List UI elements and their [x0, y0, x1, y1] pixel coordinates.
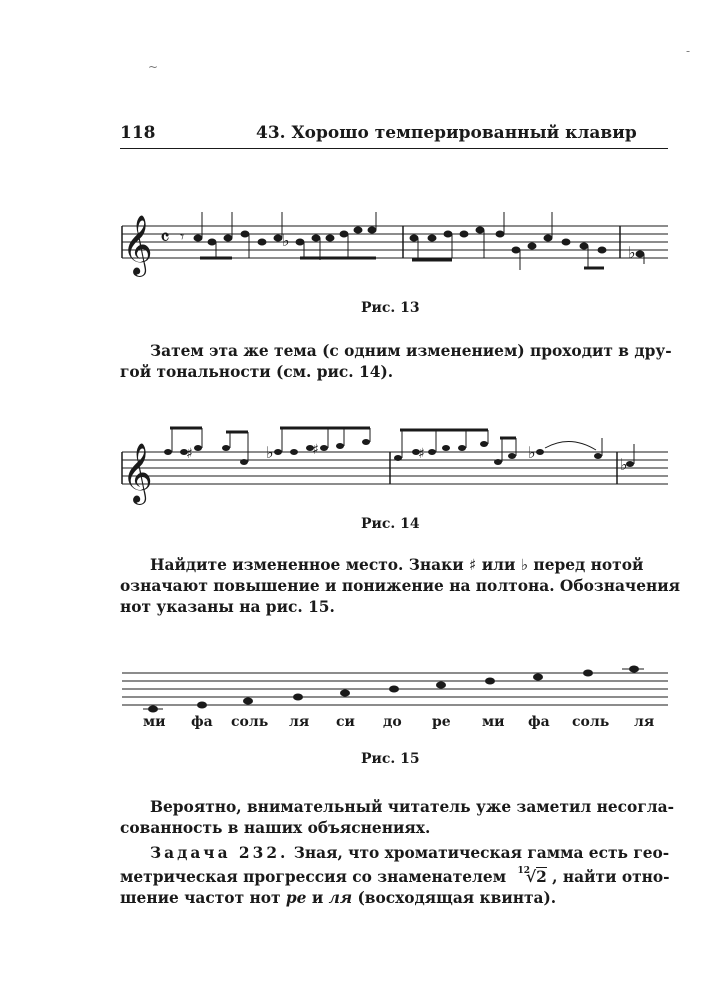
root-radicand: 2: [536, 868, 547, 887]
treble-clef-icon: 𝄞: [122, 443, 153, 503]
task-line-1: [145, 843, 673, 864]
eighth-rest-icon: 𝄾: [180, 227, 185, 246]
radical-sign-icon: √: [525, 868, 537, 887]
note-name: ля: [634, 714, 655, 730]
paragraph-3: [120, 797, 674, 839]
sharp-icon: ♯: [312, 442, 319, 458]
note-name: соль: [572, 714, 610, 730]
note-name: ми: [143, 714, 166, 730]
flat-icon: ♭: [282, 231, 290, 250]
note-name: ля: [289, 714, 310, 730]
flat-icon: ♭: [528, 443, 536, 462]
nth-root-formula: [517, 868, 552, 886]
paragraph-3-line-2: сованность в наших объяснениях.: [120, 819, 431, 837]
paragraph-3-line-1: Вероятно, внимательный читатель уже заметил несогла-: [150, 798, 674, 816]
note-name: соль: [231, 714, 269, 730]
note-re: ре: [285, 889, 307, 908]
note-name: фа: [528, 714, 550, 730]
paragraph-2-line-3: нот указаны на рис. 15.: [120, 598, 335, 616]
task-line-3: [120, 888, 673, 909]
note-name: си: [336, 714, 355, 730]
paragraph-2-line-1: Найдите измененное место. Знаки ♯ или ♭ перед нотой: [150, 556, 644, 574]
running-title: 43. Хорошо темперированный клавир: [256, 123, 637, 143]
task-line-3-text: шение частот нот: [120, 889, 281, 908]
common-time-icon: 𝄴: [160, 226, 170, 251]
scan-mark: -: [686, 44, 691, 58]
figure-14-caption: Рис. 14: [361, 516, 420, 532]
scan-mark: ~: [148, 60, 159, 74]
task-label: Задача 232.: [150, 844, 289, 862]
note-name: фа: [191, 714, 213, 730]
paragraph-1-line-2: гой тональности (см. рис. 14).: [120, 363, 394, 381]
sharp-icon: ♯: [186, 446, 193, 462]
paragraph-2-line-2: означают повышение и понижение на полтона. Обозначения: [120, 577, 681, 595]
note-la: ля: [328, 889, 353, 908]
task-line-2-end: , найти отно-: [552, 868, 670, 887]
note-name: ми: [482, 714, 505, 730]
task-line-2: [120, 864, 673, 888]
note-name: до: [383, 714, 402, 730]
page-number: 118: [120, 123, 156, 143]
figure-13-caption: Рис. 13: [361, 300, 420, 316]
sharp-icon: ♯: [418, 446, 425, 462]
flat-icon: ♭: [266, 443, 274, 462]
flat-icon: ♭: [628, 243, 636, 262]
note-name: ре: [432, 714, 451, 730]
figure-15-caption: Рис. 15: [361, 751, 420, 767]
task-line-3-end: (восходящая квинта).: [357, 889, 557, 908]
treble-clef-icon: 𝄞: [122, 215, 153, 275]
root-index: 12: [517, 866, 530, 876]
task-line-2-text: метрическая прогрессия со знаменателем: [120, 868, 507, 887]
conjunction: и: [311, 889, 324, 908]
flat-icon: ♭: [620, 455, 628, 474]
task-line-1-text: Зная, что хроматическая гамма есть гео-: [293, 844, 670, 862]
paragraph-1-line-1: Затем эта же тема (с одним изменением) проходит в дру-: [150, 342, 672, 360]
task-232: [120, 843, 673, 909]
